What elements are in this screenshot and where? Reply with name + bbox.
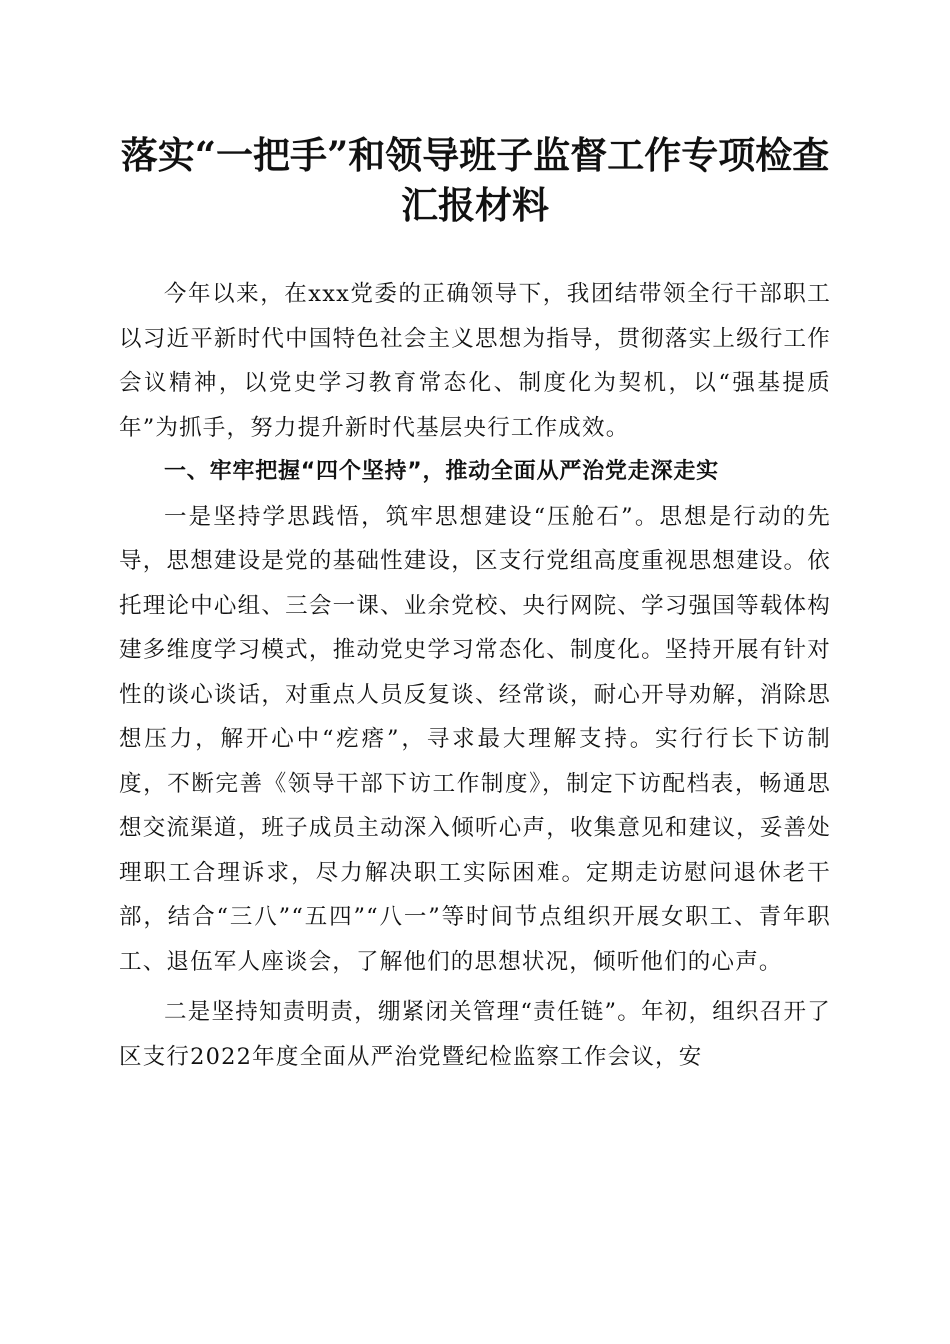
body-paragraph-1: 一是坚持学思践悟，筑牢思想建设“压舱石”。思想是行动的先导，思想建设是党的基础性建设，区支行党组高度重视思想建设。依托理论中心组、三会一课、业余党校、央行网院、学习强国等载体构建多维度学习模式，推动党史学习常态化、制度化。坚持开展有针对性的谈心谈话，对重点人员反复谈、经常谈，耐心开导劝解，消除思想压力，解开心中“疙瘩”，寻求最大理解支持。实行行长下访制度，不断完善《领导干部下访工作制度》，制定下访配档表，畅通思想交流渠道，班子成员主动深入倾听心声，收集意见和建议，妥善处理职工合理诉求，尽力解决职工实际困难。定期走访慰问退休老干部，结合“三八”“五四”“八一”等时间节点组织开展女职工、青年职工、退伍军人座谈会，了解他们的思想状况，倾听他们的心声。 [119,503,831,975]
document-title [100,130,850,230]
document-body [119,272,831,1079]
body-paragraph-2: 二是坚持知责明责，绷紧闭关管理“责任链”。年初，组织召开了区支行2022年度全面从严治党暨纪检监察工作会议，安 [119,999,831,1070]
title-line-1: 落实“一把手”和领导班子监督工作专项检查 [120,133,830,177]
title-line-2: 汇报材料 [401,183,549,227]
intro-paragraph: 今年以来，在xxx党委的正确领导下，我团结带领全行干部职工以习近平新时代中国特色社会主义思想为指导，贯彻落实上级行工作会议精神，以党史学习教育常态化、制度化为契机，以“强基提质年”为抓手，努力提升新时代基层央行工作成效。 [119,281,831,441]
section-heading-1: 一、牢牢把握“四个坚持”，推动全面从严治党走深走实 [164,459,719,484]
